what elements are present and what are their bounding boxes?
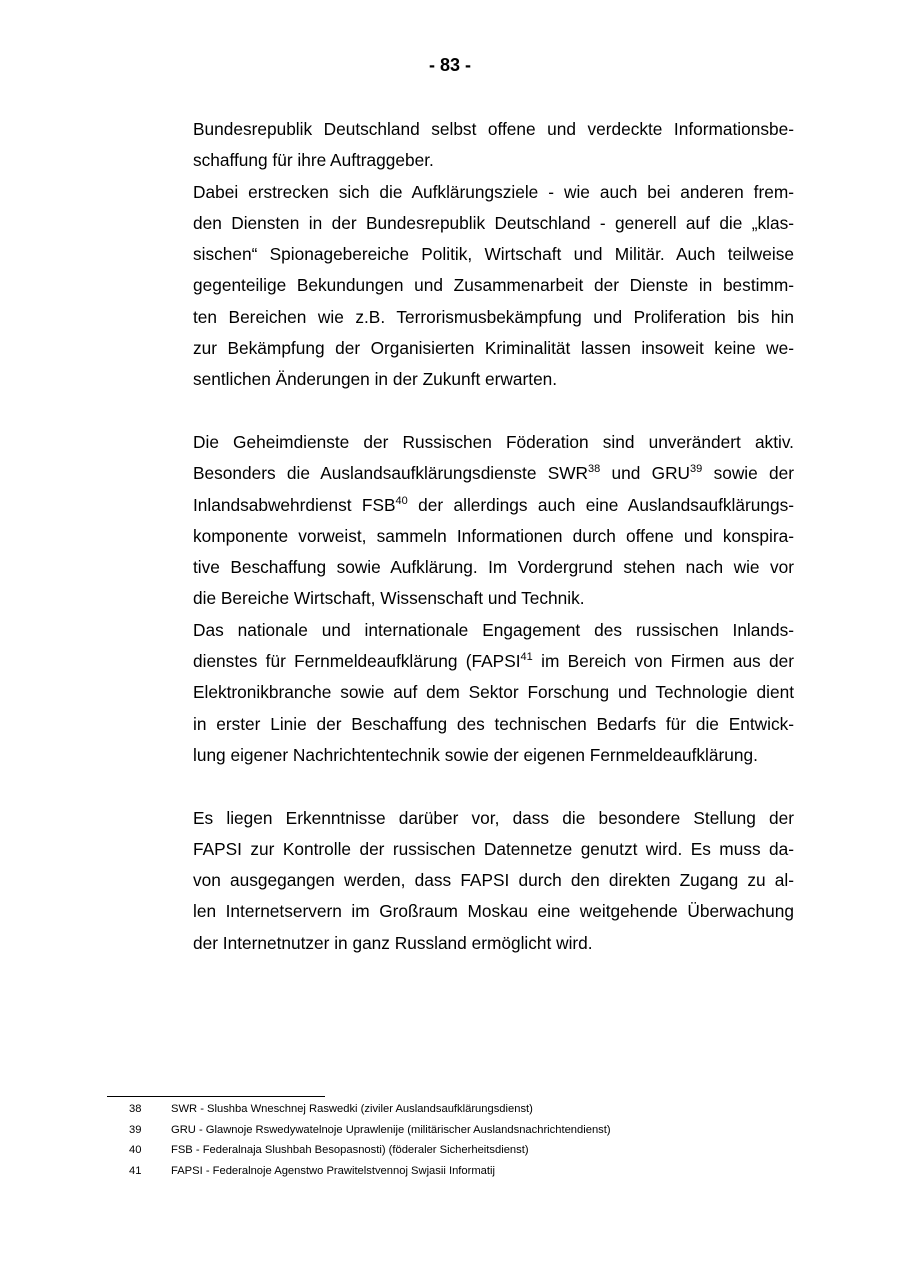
text-line: tive Beschaffung sowie Aufklärung. Im Vordergrund stehen nach wie vor <box>193 557 794 578</box>
text-line: der Internetnutzer in ganz Russland ermöglicht wird. <box>193 932 593 953</box>
footnote-text: FSB - Federalnaja Slushbah Besopasnosti) (föderaler Sicherheitsdienst) <box>171 1144 529 1157</box>
footnote-number: 41 <box>129 1164 142 1177</box>
text-line: die Bereiche Wirtschaft, Wissenschaft und Technik. <box>193 588 585 609</box>
footnote-separator <box>107 1096 325 1097</box>
text-run: sowie der <box>702 463 794 484</box>
body-text <box>193 114 794 959</box>
text-line: Die Geheimdienste der Russischen Föderation sind unverändert aktiv. <box>193 431 794 452</box>
text-line: Bundesrepublik Deutschland selbst offene und verdeckte Informationsbe- <box>193 119 794 139</box>
text-line: lung eigener Nachrichtentechnik sowie der eigenen Fernmeldeaufklärung. <box>193 744 758 765</box>
text-line: ten Bereichen wie z.B. Terrorismusbekämpfung und Proliferation bis hin <box>193 306 794 327</box>
text-line: von ausgegangen werden, dass FAPSI durch den direkten Zugang zu al- <box>193 870 794 891</box>
footnote-ref-38[interactable]: 38 <box>588 463 601 476</box>
footnote-39 <box>107 1120 807 1141</box>
footnote-40 <box>107 1140 807 1161</box>
text-line: Es liegen Erkenntnisse darüber vor, dass die besondere Stellung der <box>193 807 794 828</box>
footnote-38 <box>107 1099 807 1120</box>
footnote-text: FAPSI - Federalnoje Agenstwo Prawitelstvennoj Swjasii Informatij <box>171 1164 495 1177</box>
footnote-ref-39[interactable]: 39 <box>690 463 703 476</box>
text-run: der allerdings auch eine Auslandsaufklärungs- <box>407 494 794 515</box>
text-line: Dabei erstrecken sich die Aufklärungsziele - wie auch bei anderen frem- <box>193 181 794 202</box>
text-line: den Diensten in der Bundesrepublik Deutschland - generell auf die „klas- <box>193 212 794 233</box>
footnote-ref-40[interactable]: 40 <box>395 494 408 507</box>
text-line: zur Bekämpfung der Organisierten Kriminalität lassen insoweit keine we- <box>193 338 794 359</box>
text-line: in erster Linie der Beschaffung des technischen Bedarfs für die Entwick- <box>193 713 794 734</box>
text-line: schaffung für ihre Auftraggeber. <box>193 150 434 171</box>
text-line <box>193 458 794 489</box>
text-line <box>193 646 794 677</box>
footnote-number: 38 <box>129 1103 142 1115</box>
footnote-text: GRU - Glawnoje Rswedywatelnoje Uprawlenije (militärischer Auslandsnachrichtendienst) <box>171 1123 611 1136</box>
text-line <box>193 490 794 521</box>
text-line: FAPSI zur Kontrolle der russischen Datennetze genutzt wird. Es muss da- <box>193 838 794 859</box>
page-number: - 83 - <box>428 55 471 75</box>
footnote-number: 40 <box>129 1144 142 1157</box>
paragraph-gap <box>193 771 794 802</box>
paragraph-gap <box>193 396 794 427</box>
text-run: im Bereich von Firmen aus der <box>532 651 794 672</box>
footnotes <box>107 1099 807 1181</box>
text-line: gegenteilige Bekundungen und Zusammenarbeit der Dienste in bestimm- <box>193 275 794 296</box>
text-run: Besonders die Auslandsaufklärungsdienste SWR <box>193 463 589 484</box>
text-run: Inlandsabwehrdienst FSB <box>193 494 396 515</box>
footnote-text: SWR - Slushba Wneschnej Raswedki (ziviler Auslandsaufklärungsdienst) <box>171 1103 533 1115</box>
text-line: sentlichen Änderungen in der Zukunft erwarten. <box>193 369 558 390</box>
footnote-41 <box>107 1161 807 1182</box>
text-run: und GRU <box>600 463 691 484</box>
text-line: Das nationale und internationale Engagement des russischen Inlands- <box>193 619 794 640</box>
text-line: sischen“ Spionagebereiche Politik, Wirtschaft und Militär. Auch teilweise <box>193 244 794 265</box>
text-line: Elektronikbranche sowie auf dem Sektor Forschung und Technologie dient <box>193 682 794 703</box>
footnote-number: 39 <box>129 1123 142 1136</box>
footnote-ref-41[interactable]: 41 <box>520 651 533 664</box>
text-line: len Internetservern im Großraum Moskau eine weitgehende Überwachung <box>193 901 794 922</box>
text-run: dienstes für Fernmeldeaufklärung (FAPSI <box>193 651 521 672</box>
text-line: komponente vorweist, sammeln Informationen durch offene und konspira- <box>193 525 794 546</box>
